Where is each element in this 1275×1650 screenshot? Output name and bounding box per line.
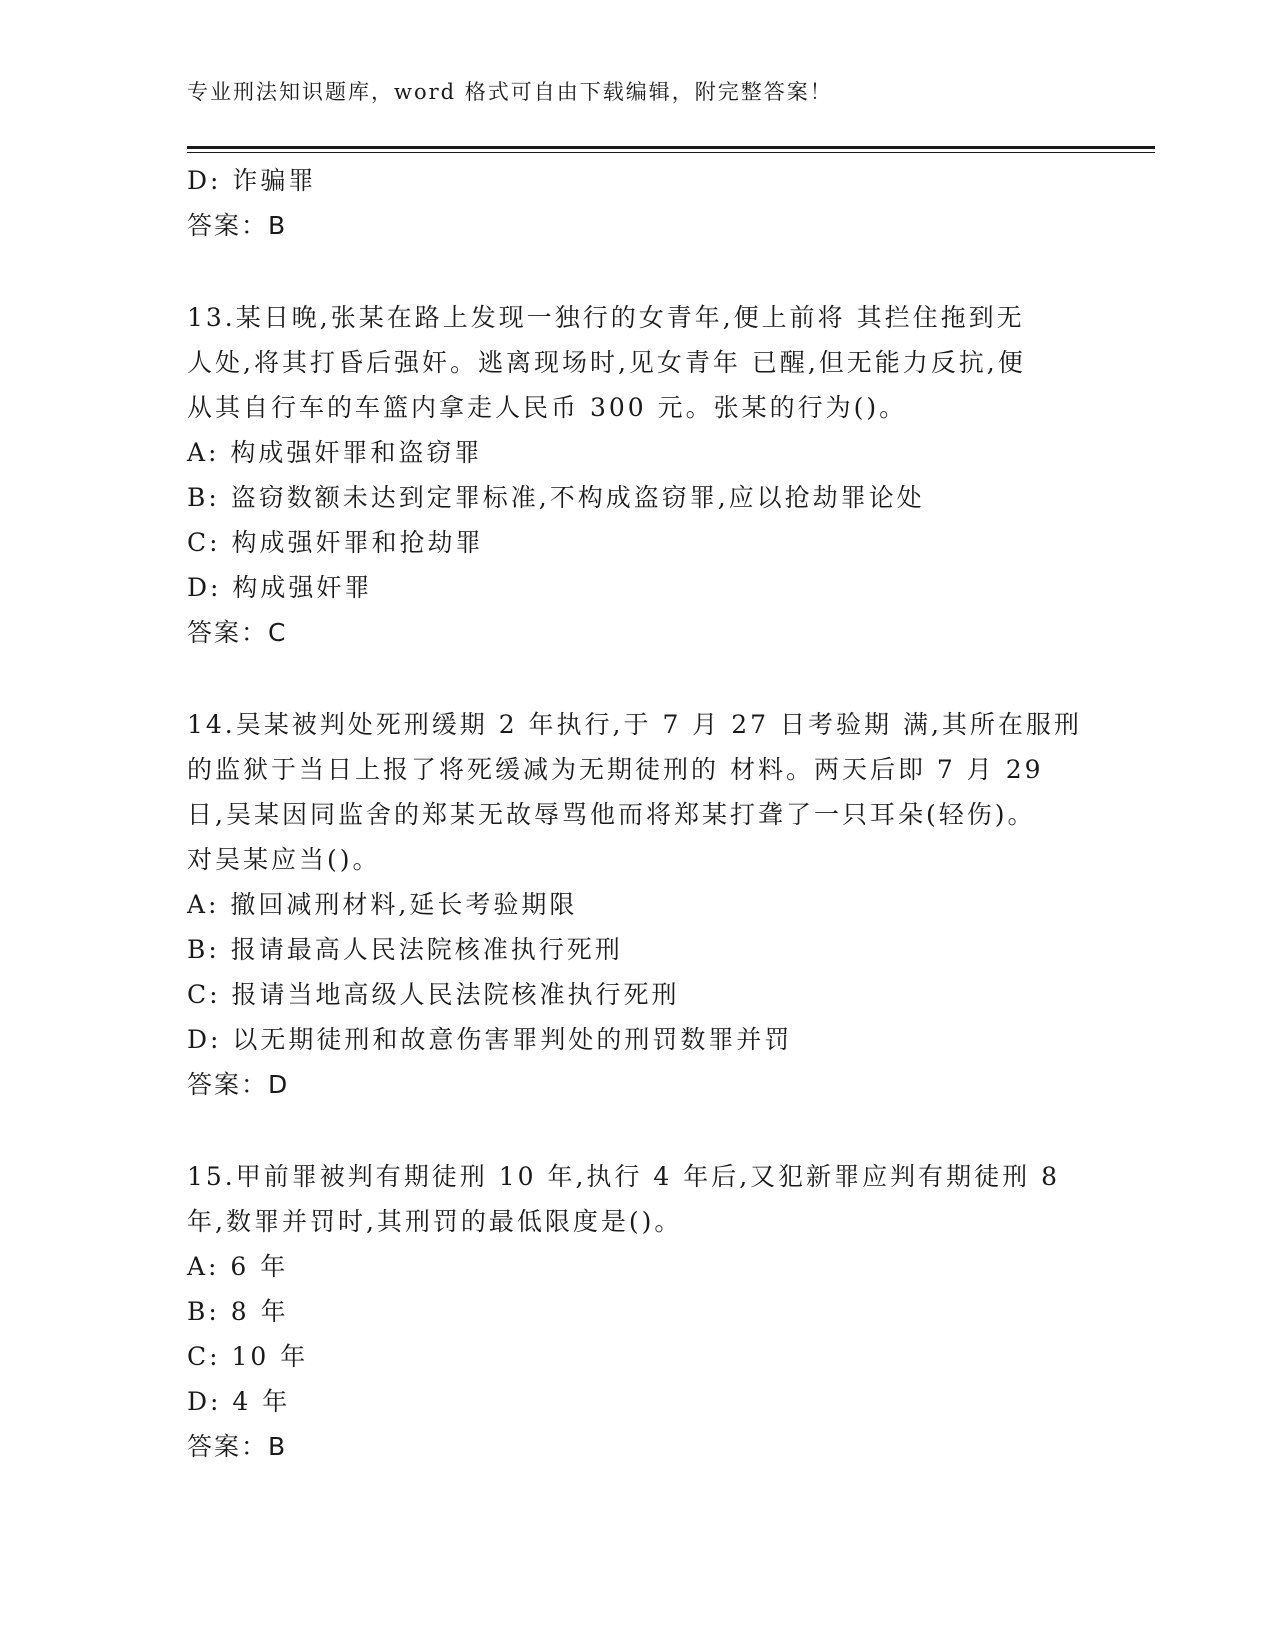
option-c: C: 10 年 bbox=[187, 1342, 309, 1371]
question-stem-line: 年,数罪并罚时,其刑罚的最低限度是()。 bbox=[187, 1207, 683, 1236]
header-divider-thick bbox=[187, 146, 1155, 149]
option-a: A: 撤回减刑材料,延长考验期限 bbox=[187, 890, 578, 919]
option-d: D: 构成强奸罪 bbox=[187, 573, 373, 602]
question-15 bbox=[187, 1154, 1087, 1469]
answer-label: 答案：D bbox=[187, 1070, 290, 1099]
question-stem-line: 对吴某应当()。 bbox=[187, 845, 381, 874]
option-c: C: 报请当地高级人民法院核准执行死刑 bbox=[187, 980, 680, 1009]
option-b: B: 报请最高人民法院核准执行死刑 bbox=[187, 935, 623, 964]
question-stem-line: 14.吴某被判处死刑缓期 2 年执行,于 7 月 27 日考验期 满,其所在服刑 bbox=[187, 710, 1082, 739]
option-b: B: 盗窃数额未达到定罪标准,不构成盗窃罪,应以抢劫罪论处 bbox=[187, 483, 925, 512]
option-c: C: 构成强奸罪和抢劫罪 bbox=[187, 528, 484, 557]
page-header: 专业刑法知识题库，word 格式可自由下载编辑，附完整答案！ bbox=[187, 80, 833, 104]
question-content bbox=[187, 158, 1087, 1469]
option-a: A: 6 年 bbox=[187, 1252, 289, 1281]
question-13 bbox=[187, 295, 1087, 655]
question-stem-line: 13.某日晚,张某在路上发现一独行的女青年,便上前将 其拦住拖到无 bbox=[187, 303, 1025, 332]
answer-label: 答案：B bbox=[187, 1432, 288, 1461]
option-a: A: 构成强奸罪和盗窃罪 bbox=[187, 438, 483, 467]
question-stem-line: 的监狱于当日上报了将死缓减为无期徒刑的 材料。两天后即 7 月 29 bbox=[187, 755, 1044, 784]
question-stem-line: 15.甲前罪被判有期徒刑 10 年,执行 4 年后,又犯新罪应判有期徒刑 8 bbox=[187, 1162, 1061, 1191]
option-d: D: 4 年 bbox=[187, 1387, 291, 1416]
previous-option-d: D: 诈骗罪 bbox=[187, 166, 317, 195]
option-d: D: 以无期徒刑和故意伤害罪判处的刑罚数罪并罚 bbox=[187, 1025, 793, 1054]
question-stem-line: 日,吴某因同监舍的郑某无故辱骂他而将郑某打聋了一只耳朵(轻伤)。 bbox=[187, 800, 1036, 829]
option-b: B: 8 年 bbox=[187, 1297, 289, 1326]
question-stem-line: 人处,将其打昏后强奸。逃离现场时,见女青年 已醒,但无能力反抗,便 bbox=[187, 348, 1026, 377]
question-14 bbox=[187, 702, 1087, 1107]
previous-answer: 答案：B bbox=[187, 211, 288, 240]
question-stem-line: 从其自行车的车篮内拿走人民币 300 元。张某的行为()。 bbox=[187, 393, 908, 422]
header-divider-thin bbox=[187, 152, 1155, 153]
answer-label: 答案：C bbox=[187, 618, 288, 647]
